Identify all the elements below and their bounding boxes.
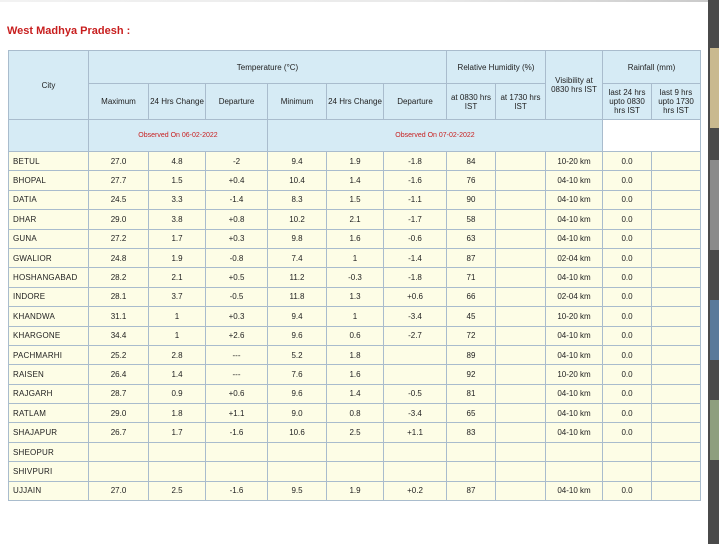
rain-24hrs-cell: 0.0 — [603, 384, 652, 403]
visibility-cell: 10-20 km — [546, 307, 603, 326]
min-departure-cell: -1.4 — [384, 248, 447, 267]
col-group-humidity: Relative Humidity (%) — [447, 51, 546, 84]
rh-0830-cell: 83 — [447, 423, 496, 442]
rh-1730-cell — [496, 481, 546, 500]
max-change-cell: 1.5 — [149, 171, 206, 190]
table-row — [9, 190, 701, 209]
table-row — [9, 404, 701, 423]
min-cell: 10.2 — [268, 210, 327, 229]
max-cell: 27.2 — [89, 229, 149, 248]
min-departure-cell: +0.2 — [384, 481, 447, 500]
table-row — [9, 462, 701, 481]
max-departure-cell: +0.6 — [206, 384, 268, 403]
rh-0830-cell: 65 — [447, 404, 496, 423]
rain-24hrs-cell: 0.0 — [603, 268, 652, 287]
table-row — [9, 423, 701, 442]
min-cell: 9.5 — [268, 481, 327, 500]
max-cell: 26.7 — [89, 423, 149, 442]
city-cell: GWALIOR — [9, 248, 89, 267]
city-cell: SHAJAPUR — [9, 423, 89, 442]
rh-1730-cell — [496, 462, 546, 481]
section-title: West Madhya Pradesh : — [7, 25, 131, 37]
visibility-cell: 02-04 km — [546, 248, 603, 267]
min-departure-cell: -3.4 — [384, 307, 447, 326]
observed-date-max: Observed On 06-02-2022 — [89, 120, 268, 152]
min-departure-cell: -3.4 — [384, 404, 447, 423]
col-group-rainfall: Rainfall (mm) — [603, 51, 701, 84]
min-cell: 9.8 — [268, 229, 327, 248]
rh-0830-cell: 71 — [447, 268, 496, 287]
min-cell: 9.4 — [268, 307, 327, 326]
rh-1730-cell — [496, 404, 546, 423]
col-rh-1730: at 1730 hrs IST — [496, 84, 546, 120]
rain-9hrs-cell — [652, 442, 701, 461]
rain-9hrs-cell — [652, 326, 701, 345]
min-change-cell: 1 — [327, 307, 384, 326]
rain-24hrs-cell: 0.0 — [603, 365, 652, 384]
min-departure-cell: -1.7 — [384, 210, 447, 229]
min-departure-cell: +0.6 — [384, 287, 447, 306]
rain-24hrs-cell: 0.0 — [603, 248, 652, 267]
min-cell: 9.0 — [268, 404, 327, 423]
rain-24hrs-cell: 0.0 — [603, 229, 652, 248]
max-change-cell: 1.7 — [149, 423, 206, 442]
rain-24hrs-cell: 0.0 — [603, 152, 652, 171]
min-departure-cell — [384, 365, 447, 384]
max-departure-cell: +0.8 — [206, 210, 268, 229]
rain-24hrs-cell: 0.0 — [603, 287, 652, 306]
rh-1730-cell — [496, 171, 546, 190]
min-change-cell: 2.1 — [327, 210, 384, 229]
min-departure-cell: -2.7 — [384, 326, 447, 345]
visibility-cell: 10-20 km — [546, 365, 603, 384]
max-cell: 34.4 — [89, 326, 149, 345]
max-change-cell: 4.8 — [149, 152, 206, 171]
min-change-cell: 1.6 — [327, 365, 384, 384]
table-row — [9, 326, 701, 345]
city-cell: DATIA — [9, 190, 89, 209]
max-departure-cell: +2.6 — [206, 326, 268, 345]
rain-24hrs-cell: 0.0 — [603, 404, 652, 423]
rh-1730-cell — [496, 287, 546, 306]
max-departure-cell: +0.3 — [206, 229, 268, 248]
rh-1730-cell — [496, 190, 546, 209]
rh-0830-cell: 76 — [447, 171, 496, 190]
max-departure-cell: -0.5 — [206, 287, 268, 306]
min-departure-cell: -1.8 — [384, 268, 447, 287]
max-cell: 27.0 — [89, 152, 149, 171]
max-cell: 24.8 — [89, 248, 149, 267]
max-departure-cell: -0.8 — [206, 248, 268, 267]
min-change-cell: 0.6 — [327, 326, 384, 345]
min-departure-cell: +1.1 — [384, 423, 447, 442]
max-departure-cell: +0.4 — [206, 171, 268, 190]
top-edge — [0, 0, 719, 2]
max-cell: 27.7 — [89, 171, 149, 190]
visibility-cell: 04-10 km — [546, 171, 603, 190]
table-row — [9, 248, 701, 267]
table-row — [9, 307, 701, 326]
max-change-cell: 1 — [149, 307, 206, 326]
min-change-cell: 1.9 — [327, 481, 384, 500]
min-cell: 11.2 — [268, 268, 327, 287]
max-change-cell: 1 — [149, 326, 206, 345]
rain-9hrs-cell — [652, 365, 701, 384]
col-departure-min: Departure — [384, 84, 447, 120]
min-departure-cell — [384, 462, 447, 481]
min-change-cell: 1.4 — [327, 384, 384, 403]
min-change-cell — [327, 462, 384, 481]
min-change-cell: 1.5 — [327, 190, 384, 209]
min-cell: 8.3 — [268, 190, 327, 209]
visibility-cell: 04-10 km — [546, 229, 603, 248]
max-departure-cell — [206, 442, 268, 461]
max-cell: 29.0 — [89, 404, 149, 423]
rain-9hrs-cell — [652, 384, 701, 403]
max-cell: 24.5 — [89, 190, 149, 209]
rh-0830-cell: 84 — [447, 152, 496, 171]
rh-1730-cell — [496, 442, 546, 461]
observed-date-min: Observed On 07-02-2022 — [268, 120, 603, 152]
min-cell: 11.8 — [268, 287, 327, 306]
rain-24hrs-cell: 0.0 — [603, 345, 652, 364]
weather-table — [8, 50, 701, 501]
max-change-cell: 0.9 — [149, 384, 206, 403]
max-change-cell: 2.8 — [149, 345, 206, 364]
rh-0830-cell: 45 — [447, 307, 496, 326]
rain-24hrs-cell — [603, 442, 652, 461]
col-group-temperature: Temperature (°C) — [89, 51, 447, 84]
city-cell: BHOPAL — [9, 171, 89, 190]
rh-0830-cell: 58 — [447, 210, 496, 229]
max-departure-cell: +0.5 — [206, 268, 268, 287]
min-cell: 9.6 — [268, 326, 327, 345]
col-24hr-change-max: 24 Hrs Change — [149, 84, 206, 120]
min-departure-cell: -1.1 — [384, 190, 447, 209]
col-24hr-change-min: 24 Hrs Change — [327, 84, 384, 120]
table-row — [9, 268, 701, 287]
table-row — [9, 365, 701, 384]
rh-1730-cell — [496, 210, 546, 229]
max-cell: 28.2 — [89, 268, 149, 287]
rh-0830-cell: 72 — [447, 326, 496, 345]
city-cell: RATLAM — [9, 404, 89, 423]
rh-1730-cell — [496, 423, 546, 442]
max-change-cell: 2.1 — [149, 268, 206, 287]
rh-0830-cell: 87 — [447, 481, 496, 500]
col-visibility: Visibility at 0830 hrs IST — [546, 51, 603, 120]
max-departure-cell: --- — [206, 345, 268, 364]
city-cell: GUNA — [9, 229, 89, 248]
table-row — [9, 442, 701, 461]
max-change-cell: 3.3 — [149, 190, 206, 209]
rh-0830-cell: 92 — [447, 365, 496, 384]
rh-0830-cell: 90 — [447, 190, 496, 209]
city-cell: SHIVPURI — [9, 462, 89, 481]
rain-9hrs-cell — [652, 481, 701, 500]
max-change-cell: 3.7 — [149, 287, 206, 306]
max-departure-cell: -1.4 — [206, 190, 268, 209]
rain-9hrs-cell — [652, 462, 701, 481]
visibility-cell: 04-10 km — [546, 190, 603, 209]
city-cell: HOSHANGABAD — [9, 268, 89, 287]
visibility-cell: 04-10 km — [546, 404, 603, 423]
rh-0830-cell — [447, 462, 496, 481]
rain-9hrs-cell — [652, 307, 701, 326]
visibility-cell: 04-10 km — [546, 384, 603, 403]
min-change-cell: 1 — [327, 248, 384, 267]
min-change-cell: 1.9 — [327, 152, 384, 171]
max-cell: 26.4 — [89, 365, 149, 384]
rh-0830-cell: 87 — [447, 248, 496, 267]
rain-24hrs-cell — [603, 462, 652, 481]
rh-0830-cell: 63 — [447, 229, 496, 248]
visibility-cell — [546, 462, 603, 481]
city-cell: RAJGARH — [9, 384, 89, 403]
col-city: City — [9, 51, 89, 120]
min-cell: 7.6 — [268, 365, 327, 384]
rh-1730-cell — [496, 268, 546, 287]
min-departure-cell: -0.5 — [384, 384, 447, 403]
rain-24hrs-cell: 0.0 — [603, 171, 652, 190]
min-change-cell: 1.6 — [327, 229, 384, 248]
min-change-cell — [327, 442, 384, 461]
max-change-cell: 1.9 — [149, 248, 206, 267]
rh-1730-cell — [496, 384, 546, 403]
min-cell — [268, 442, 327, 461]
min-cell: 9.4 — [268, 152, 327, 171]
city-cell: SHEOPUR — [9, 442, 89, 461]
rain-9hrs-cell — [652, 248, 701, 267]
visibility-cell: 04-10 km — [546, 423, 603, 442]
max-cell: 25.2 — [89, 345, 149, 364]
min-cell — [268, 462, 327, 481]
min-departure-cell: -1.8 — [384, 152, 447, 171]
rh-1730-cell — [496, 326, 546, 345]
max-cell: 29.0 — [89, 210, 149, 229]
max-departure-cell: -1.6 — [206, 423, 268, 442]
min-cell: 7.4 — [268, 248, 327, 267]
rh-0830-cell: 81 — [447, 384, 496, 403]
max-cell — [89, 442, 149, 461]
max-change-cell: 2.5 — [149, 481, 206, 500]
table-row — [9, 287, 701, 306]
rain-9hrs-cell — [652, 287, 701, 306]
rain-24hrs-cell: 0.0 — [603, 481, 652, 500]
max-cell: 28.1 — [89, 287, 149, 306]
rain-9hrs-cell — [652, 171, 701, 190]
rain-9hrs-cell — [652, 152, 701, 171]
city-cell: KHARGONE — [9, 326, 89, 345]
col-rain-24hrs: last 24 hrs upto 0830 hrs IST — [603, 84, 652, 120]
max-cell — [89, 462, 149, 481]
table-row — [9, 171, 701, 190]
rain-9hrs-cell — [652, 345, 701, 364]
table-body — [9, 152, 701, 501]
max-departure-cell — [206, 462, 268, 481]
col-rh-0830: at 0830 hrs IST — [447, 84, 496, 120]
rain-9hrs-cell — [652, 190, 701, 209]
max-change-cell: 1.7 — [149, 229, 206, 248]
max-change-cell: 1.4 — [149, 365, 206, 384]
max-departure-cell: +0.3 — [206, 307, 268, 326]
visibility-cell: 04-10 km — [546, 481, 603, 500]
table-row — [9, 229, 701, 248]
min-departure-cell — [384, 345, 447, 364]
visibility-cell: 02-04 km — [546, 287, 603, 306]
max-departure-cell: +1.1 — [206, 404, 268, 423]
table-header — [9, 51, 701, 152]
rh-0830-cell: 66 — [447, 287, 496, 306]
min-departure-cell: -1.6 — [384, 171, 447, 190]
visibility-cell — [546, 442, 603, 461]
rain-24hrs-cell: 0.0 — [603, 307, 652, 326]
city-cell: DHAR — [9, 210, 89, 229]
col-minimum: Minimum — [268, 84, 327, 120]
city-cell: BETUL — [9, 152, 89, 171]
min-departure-cell — [384, 442, 447, 461]
min-change-cell: 0.8 — [327, 404, 384, 423]
table-row — [9, 384, 701, 403]
max-departure-cell: -1.6 — [206, 481, 268, 500]
rh-1730-cell — [496, 307, 546, 326]
rain-9hrs-cell — [652, 404, 701, 423]
city-cell: UJJAIN — [9, 481, 89, 500]
min-change-cell: -0.3 — [327, 268, 384, 287]
min-cell: 5.2 — [268, 345, 327, 364]
min-change-cell: 1.4 — [327, 171, 384, 190]
max-cell: 27.0 — [89, 481, 149, 500]
table-row — [9, 152, 701, 171]
min-cell: 10.6 — [268, 423, 327, 442]
max-cell: 28.7 — [89, 384, 149, 403]
rain-9hrs-cell — [652, 423, 701, 442]
table-row — [9, 481, 701, 500]
city-cell: RAISEN — [9, 365, 89, 384]
rh-1730-cell — [496, 229, 546, 248]
rain-9hrs-cell — [652, 210, 701, 229]
visibility-cell: 04-10 km — [546, 210, 603, 229]
col-maximum: Maximum — [89, 84, 149, 120]
col-departure-max: Departure — [206, 84, 268, 120]
rain-9hrs-cell — [652, 268, 701, 287]
rain-24hrs-cell: 0.0 — [603, 190, 652, 209]
rain-24hrs-cell: 0.0 — [603, 326, 652, 345]
visibility-cell: 10-20 km — [546, 152, 603, 171]
max-departure-cell: --- — [206, 365, 268, 384]
min-departure-cell: -0.6 — [384, 229, 447, 248]
min-change-cell: 1.8 — [327, 345, 384, 364]
rain-9hrs-cell — [652, 229, 701, 248]
min-change-cell: 1.3 — [327, 287, 384, 306]
rh-1730-cell — [496, 365, 546, 384]
rh-0830-cell — [447, 442, 496, 461]
city-cell: INDORE — [9, 287, 89, 306]
rh-1730-cell — [496, 248, 546, 267]
table-row — [9, 210, 701, 229]
max-cell: 31.1 — [89, 307, 149, 326]
city-cell: PACHMARHI — [9, 345, 89, 364]
city-cell: KHANDWA — [9, 307, 89, 326]
visibility-cell: 04-10 km — [546, 326, 603, 345]
rh-0830-cell: 89 — [447, 345, 496, 364]
rh-1730-cell — [496, 152, 546, 171]
table-row — [9, 345, 701, 364]
max-change-cell: 3.8 — [149, 210, 206, 229]
right-edge-strip — [708, 0, 719, 544]
min-cell: 9.6 — [268, 384, 327, 403]
rain-24hrs-cell: 0.0 — [603, 423, 652, 442]
min-change-cell: 2.5 — [327, 423, 384, 442]
visibility-cell: 04-10 km — [546, 345, 603, 364]
min-cell: 10.4 — [268, 171, 327, 190]
max-change-cell — [149, 462, 206, 481]
rain-24hrs-cell: 0.0 — [603, 210, 652, 229]
col-rain-9hrs: last 9 hrs upto 1730 hrs IST — [652, 84, 701, 120]
max-change-cell — [149, 442, 206, 461]
max-departure-cell: -2 — [206, 152, 268, 171]
max-change-cell: 1.8 — [149, 404, 206, 423]
rh-1730-cell — [496, 345, 546, 364]
visibility-cell: 04-10 km — [546, 268, 603, 287]
